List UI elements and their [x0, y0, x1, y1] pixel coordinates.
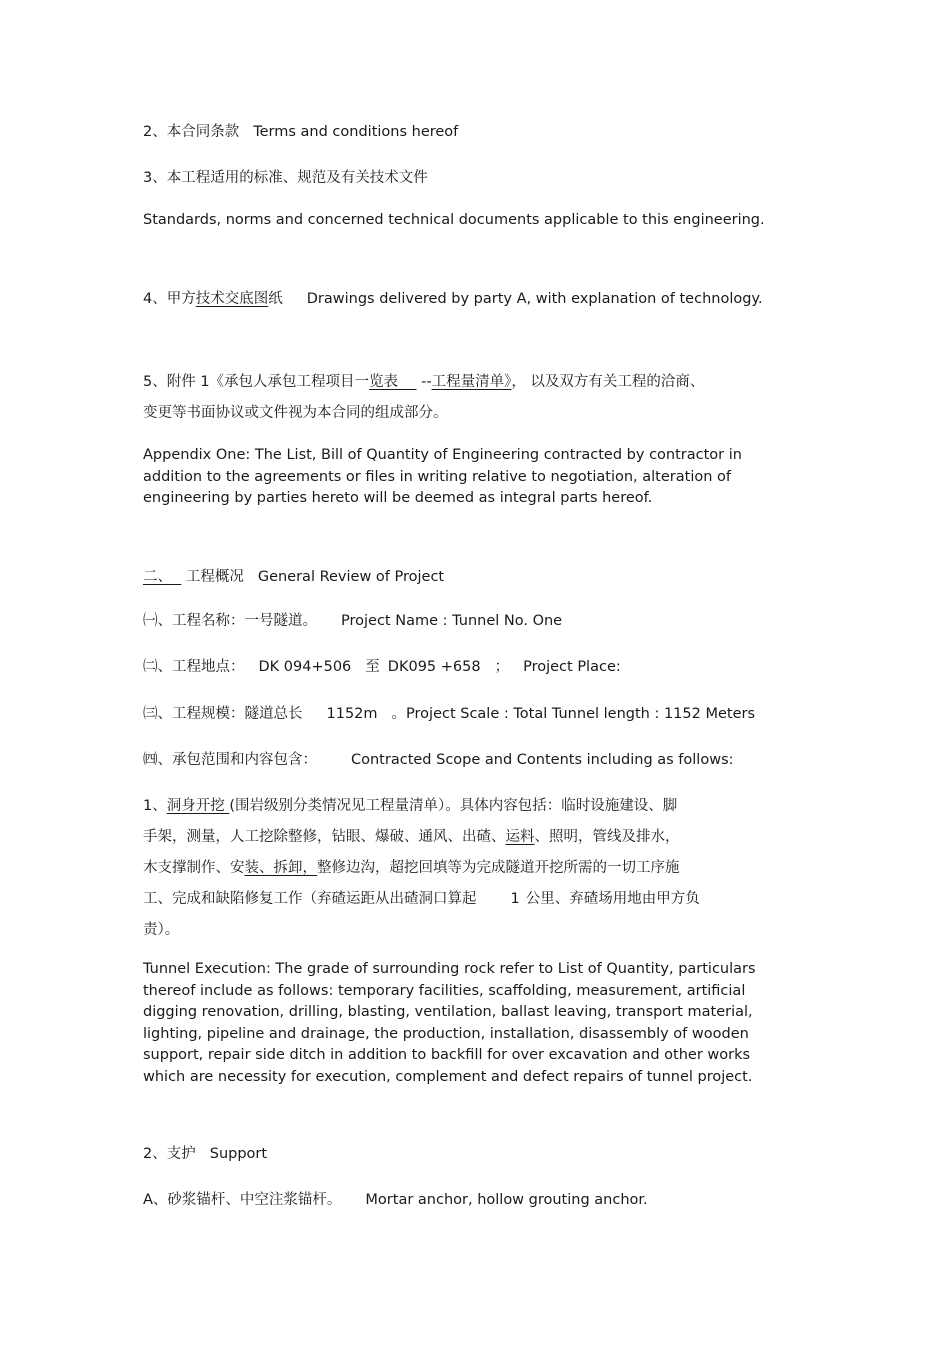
tunnel-cn-line-4-number: 1 [510, 891, 520, 907]
item-5-line-1 [143, 372, 704, 393]
contract-scope [143, 750, 734, 771]
item-5-line-2: 变更等书面协议或文件视为本合同的组成部分。 [143, 405, 448, 421]
project-name-cn: ㈠、工程名称：一号隧道。 [143, 613, 317, 629]
project-place-from: DK 094+506 [258, 659, 352, 675]
tunnel-cn-line-3 [143, 853, 768, 884]
project-name-en: Project Name : Tunnel No. One [341, 613, 563, 629]
item-5-line-1-b: -- [416, 374, 432, 390]
section-2-number: 二、 [143, 569, 182, 585]
section-2-title-en: General Review of Project [257, 569, 445, 585]
item-4-cn-underlined: 技术交底图 [195, 291, 269, 307]
item-4 [143, 289, 763, 310]
item-4-en: Drawings delivered by party A, with explanation of technology. [306, 291, 763, 307]
tunnel-execution-cn [143, 791, 768, 946]
project-scale-en: Project Scale : Total Tunnel length : 1152 Meters [406, 706, 756, 722]
project-scale [143, 704, 755, 725]
project-scale-cn: ㈢、工程规模：隧道总长 [143, 706, 303, 722]
tunnel-cn-line-1-b: (围岩级别分类情况见工程量清单）。具体内容包括：临时设施建设、脚 [229, 798, 678, 814]
support-heading-en: Support [209, 1146, 268, 1162]
tunnel-cn-line-4-a: 工、完成和缺陷修复工作（弃碴运距从出碴洞口算起 [143, 891, 477, 907]
tunnel-cn-line-2-underline: 运料 [505, 829, 535, 845]
project-place-to: DK095 +658 [387, 659, 481, 675]
item-3-cn: 3、本工程适用的标准、规范及有关技术文件 [143, 170, 428, 186]
tunnel-cn-line-3-b: 整修边沟，超挖回填等为完成隧道开挖所需的一切工序施 [317, 860, 680, 876]
tunnel-cn-line-1-underline: 洞身开挖 [166, 798, 230, 814]
project-scale-separator: 。 [391, 706, 407, 722]
item-4-cn-prefix: 4、甲方 [143, 291, 196, 307]
tunnel-cn-line-3-underline: 装、拆卸， [244, 860, 317, 876]
tunnel-cn-line-2 [143, 822, 768, 853]
item-5-line-1-underline-1: 览表 [369, 374, 417, 390]
item-2 [143, 122, 458, 143]
support-item-a [143, 1190, 648, 1211]
item-5-line-1-a: 5、附件 1《承包人承包工程项目一 [143, 374, 370, 390]
tunnel-cn-line-5: 责）。 [143, 922, 180, 938]
item-2-en: Terms and conditions hereof [253, 124, 459, 140]
section-2-title-cn: 工程概况 [181, 569, 244, 585]
support-item-a-cn: A、砂浆锚杆、中空注浆锚杆。 [143, 1192, 342, 1208]
project-place-cn: ㈡、工程地点： [143, 659, 245, 675]
contract-scope-cn: ㈣、承包范围和内容包含： [143, 752, 317, 768]
project-place [143, 657, 621, 678]
support-heading [143, 1144, 267, 1165]
tunnel-cn-line-1 [143, 791, 768, 822]
project-name [143, 611, 562, 632]
project-scale-length: 1152m [326, 706, 378, 722]
support-item-a-en: Mortar anchor, hollow grouting anchor. [365, 1192, 648, 1208]
tunnel-cn-line-2-b: 、照明，管线及排水， [534, 829, 680, 845]
section-2-heading [143, 567, 444, 588]
tunnel-cn-line-1-a: 1、 [143, 798, 167, 814]
item-5-line-1-c: ， 以及双方有关工程的洽商、 [511, 374, 705, 390]
support-heading-cn: 2、支护 [143, 1146, 196, 1162]
item-2-cn: 2、本合同条款 [143, 124, 240, 140]
tunnel-cn-line-2-a: 手架，测量，人工挖除整修，钻眼、爆破、通风、出碴、 [143, 829, 506, 845]
project-place-to-cn: 至 [365, 659, 380, 675]
project-place-en: Project Place: [523, 659, 621, 675]
item-4-cn-suffix: 纸 [268, 291, 283, 307]
item-5-line-1-underline-2: 工程量清单》 [431, 374, 512, 390]
tunnel-execution-en: Tunnel Execution: The grade of surrounding rock refer to List of Quantity, particulars thereof include as follows: temporary facilities, scaffolding, measurement, artificial digging renovation, drilling, blasting, ventilation, ballast leaving, transport material, lighting, pipeline and drainage, the production, installation, disassembly of wooden support, repair side ditch in addition to backfill for over excavation and other works which are necessity for execution, complement and defect repairs of tunnel project. [143, 961, 756, 1085]
project-place-separator: ； [494, 659, 510, 675]
tunnel-cn-line-3-a: 木支撑制作、安 [143, 860, 245, 876]
contract-scope-en: Contracted Scope and Contents including as follows: [351, 752, 734, 768]
tunnel-cn-line-4 [143, 884, 768, 915]
item-5-en: Appendix One: The List, Bill of Quantity of Engineering contracted by contractor in addition to the agreements or files in writing relative to negotiation, alteration of engineering by parties hereto will be deemed as integral parts hereof. [143, 447, 742, 506]
item-3-en: Standards, norms and concerned technical documents applicable to this engineering. [143, 212, 765, 228]
tunnel-cn-line-4-b: 公里、弃碴场用地由甲方负 [525, 891, 700, 907]
